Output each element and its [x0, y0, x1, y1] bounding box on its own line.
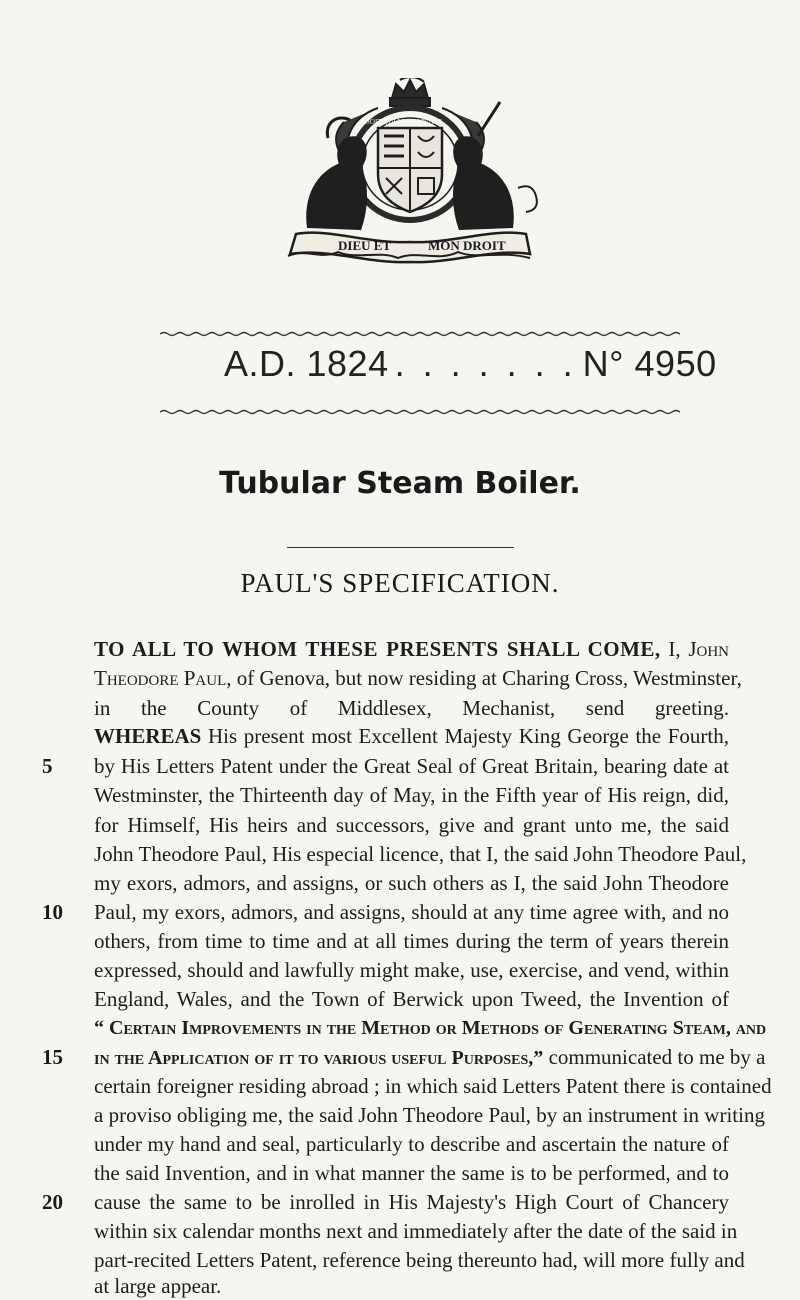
- body-line: Westminster, the Thirteenth day of May, in the Fifth year of His reign, did,: [94, 783, 729, 807]
- body-line: the said Invention, and in what manner the same is to be performed, and to: [94, 1161, 729, 1185]
- specification-heading: PAUL'S SPECIFICATION.: [240, 568, 560, 598]
- body-line: within six calendar months next and immediately after the date of the said in: [94, 1219, 738, 1243]
- body-line: by His Letters Patent under the Great Seal of Great Britain, bearing date at: [94, 754, 729, 778]
- body-line: John Theodore Paul, His especial licence, that I, the said John Theodore Paul,: [94, 842, 747, 866]
- body-line: in the Application of it to various useful Purposes,” communicated to me by a: [94, 1045, 766, 1069]
- wavy-rule-bottom: [160, 408, 680, 416]
- line-number: 5: [42, 754, 53, 778]
- title-divider: [287, 547, 514, 548]
- body-line: Paul, my exors, admors, and assigns, should at any time agree with, and no: [94, 900, 729, 924]
- body-line: certain foreigner residing abroad ; in which said Letters Patent there is contained: [94, 1074, 772, 1098]
- body-line: others, from time to time and at all times during the term of years therein: [94, 929, 729, 953]
- body-line: in the County of Middlesex, Mechanist, send greeting.: [94, 696, 729, 720]
- body-line: Theodore Paul, of Genova, but now residing at Charing Cross, Westminster,: [94, 666, 742, 690]
- body-line: expressed, should and lawfully might make, use, exercise, and vend, within: [94, 958, 729, 982]
- royal-coat-of-arms: [268, 78, 552, 268]
- publication-number: [224, 343, 717, 385]
- body-line: “ Certain Improvements in the Method or Methods of Generating Steam, and: [94, 1017, 767, 1039]
- body-line: cause the same to be inrolled in His Majesty's High Court of Chancery: [94, 1190, 729, 1214]
- body-line: under my hand and seal, particularly to describe and ascertain the nature of: [94, 1132, 729, 1156]
- body-line: part-recited Letters Patent, reference being thereunto had, will more fully and: [94, 1248, 745, 1272]
- line-number: 10: [42, 900, 63, 924]
- body-line: TO ALL TO WHOM THESE PRESENTS SHALL COME, I, John: [94, 637, 730, 661]
- crest-garter-text: SOIT QUI MAL Y PENSE: [366, 118, 443, 126]
- line-number: 15: [42, 1045, 63, 1069]
- leader-dots: . . . . . . .: [394, 343, 577, 384]
- body-line: a proviso obliging me, the said John Theodore Paul, by an instrument in writing: [94, 1103, 765, 1127]
- year: A.D. 1824: [224, 343, 389, 384]
- body-line: my exors, admors, and assigns, or such others as I, the said John Theodore: [94, 871, 729, 895]
- document-title: Tubular Steam Boiler.: [219, 466, 581, 501]
- crest-motto-right: MON DROIT: [428, 238, 506, 253]
- crest-motto-left: DIEU ET: [338, 238, 392, 253]
- body-line: at large appear.: [94, 1274, 222, 1298]
- body-line: England, Wales, and the Town of Berwick upon Tweed, the Invention of: [94, 987, 729, 1011]
- body-line: WHEREAS His present most Excellent Majesty King George the Fourth,: [94, 724, 729, 748]
- patent-number: N° 4950: [582, 343, 717, 384]
- wavy-rule-top: [160, 330, 680, 338]
- line-number: 20: [42, 1190, 63, 1214]
- body-line: for Himself, His heirs and successors, give and grant unto me, the said: [94, 813, 729, 837]
